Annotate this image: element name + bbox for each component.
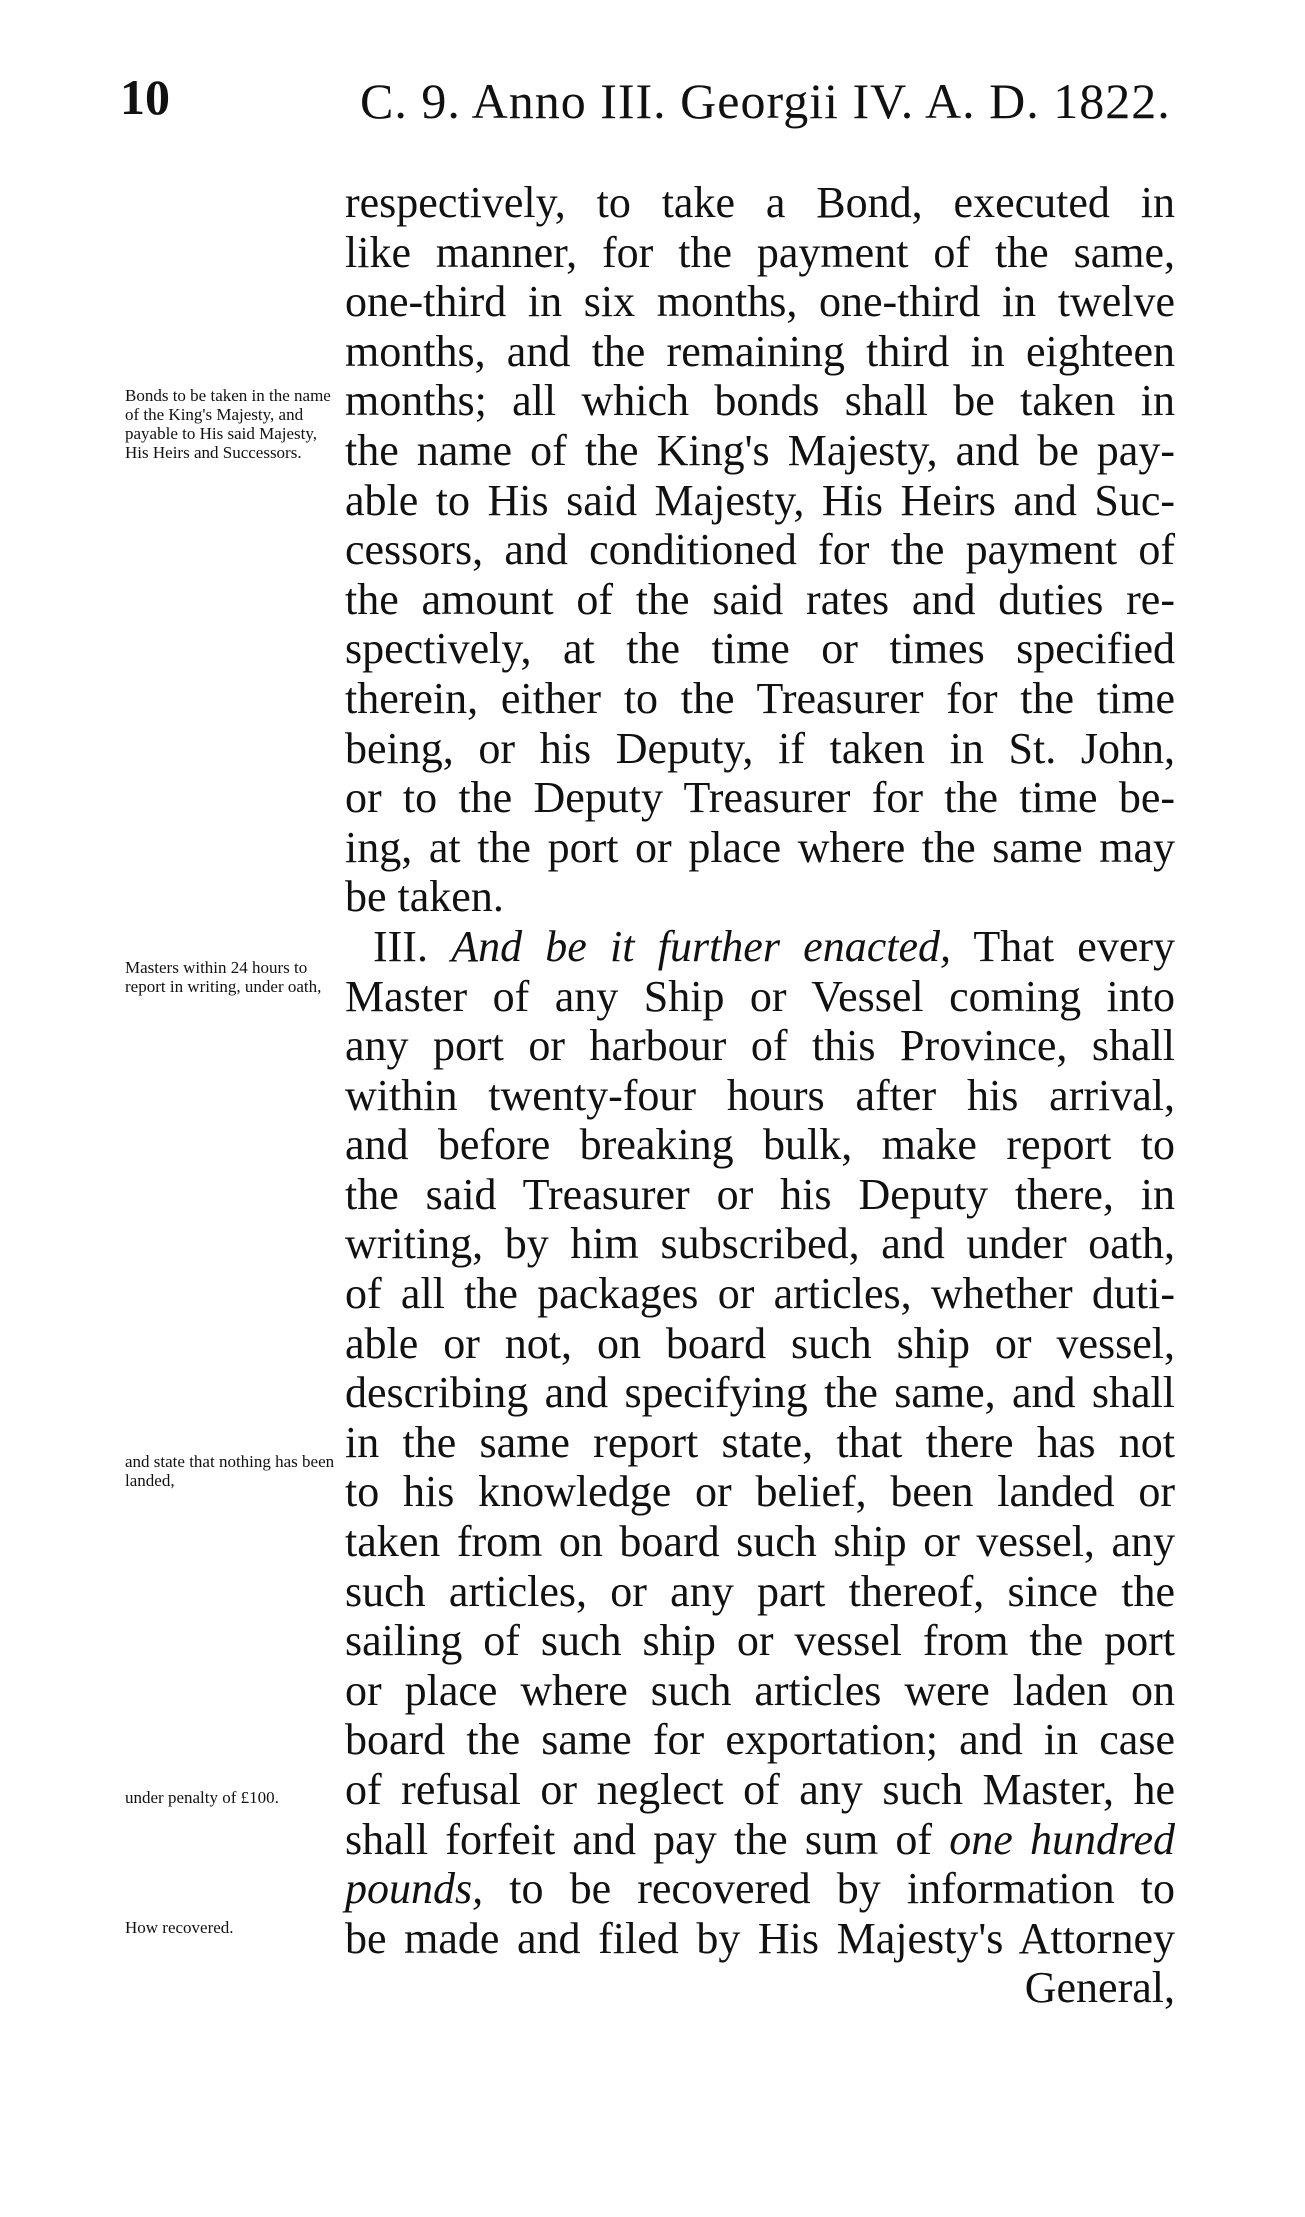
body-line: be taken.: [345, 872, 504, 922]
body-line: like manner, for the payment of the same,: [345, 227, 1175, 277]
body-line: the said Treasurer or his Deputy there, in: [345, 1169, 1175, 1219]
penalty-amount: one hundred: [949, 1814, 1175, 1864]
section-text: That every: [951, 921, 1175, 971]
body-line: Master of any Ship or Vessel coming into: [345, 971, 1175, 1021]
body-line: sailing of such ship or vessel from the port: [345, 1616, 1175, 1666]
main-text: [345, 178, 1175, 2013]
body-line: and before breaking bulk, make report to: [345, 1120, 1175, 1170]
side-note-state-nothing-landed: and state that nothing has been landed,: [125, 1452, 335, 1490]
body-line: months, and the remaining third in eighteen: [345, 326, 1175, 376]
body-line: to his knowledge or belief, been landed or: [345, 1467, 1175, 1517]
catchword: General,: [1024, 1963, 1175, 2013]
running-header: C. 9. Anno III. Georgii IV. A. D. 1822.: [360, 73, 1171, 129]
side-note-masters-report: Masters within 24 hours to report in writing, under oath,: [125, 958, 322, 996]
body-line-fragment: shall forfeit and pay the sum of: [345, 1814, 950, 1864]
body-line: being, or his Deputy, if taken in St. John,: [345, 723, 1175, 773]
section-number: III.: [373, 921, 428, 971]
body-line: the name of the King's Majesty, and be pay-: [345, 425, 1175, 475]
body-line: ing, at the port or place where the same may: [345, 822, 1175, 872]
body-line: be made and filed by His Majesty's Attorney: [345, 1913, 1175, 1963]
body-line: able to His said Majesty, His Heirs and Suc-: [345, 475, 1175, 525]
body-line: respectively, to take a Bond, executed in: [345, 178, 1175, 227]
body-line: able or not, on board such ship or vessel,: [345, 1318, 1175, 1368]
side-note-bonds: Bonds to be taken in the name of the King's Majesty, and payable to His said Majesty, His Heirs and Successors.: [125, 386, 331, 462]
body-line: or place where such articles were laden on: [345, 1665, 1175, 1715]
body-line: months; all which bonds shall be taken in: [345, 376, 1175, 426]
body-line: spectively, at the time or times specified: [345, 624, 1175, 674]
body-line: the amount of the said rates and duties re-: [345, 574, 1175, 624]
body-line: taken from on board such ship or vessel, any: [345, 1517, 1175, 1567]
penalty-unit: pounds,: [345, 1864, 484, 1914]
body-line: such articles, or any part thereof, since the: [345, 1566, 1175, 1616]
penalty-line: [345, 1815, 1175, 1865]
body-line: describing and specifying the same, and shall: [345, 1368, 1175, 1418]
body-line: writing, by him subscribed, and under oath,: [345, 1219, 1175, 1269]
penalty-recovery-line: [345, 1864, 1175, 1914]
body-line: of all the packages or articles, whether duti-: [345, 1269, 1175, 1319]
body-line: or to the Deputy Treasurer for the time be-: [345, 773, 1175, 823]
side-note-penalty: under penalty of £100.: [125, 1788, 279, 1807]
body-line: of refusal or neglect of any such Master, he: [345, 1765, 1175, 1814]
body-line: cessors, and conditioned for the payment of: [345, 525, 1175, 575]
body-line: board the same for exportation; and in case: [345, 1715, 1175, 1765]
body-line: any port or harbour of this Province, shall: [345, 1021, 1175, 1071]
recovery-text: to be recovered by information to: [483, 1864, 1175, 1914]
body-line: within twenty-four hours after his arrival,: [345, 1070, 1175, 1120]
page-number: 10: [120, 69, 170, 125]
side-note-how-recovered: How recovered.: [125, 1918, 234, 1937]
body-line: therein, either to the Treasurer for the time: [345, 673, 1175, 723]
body-line: one-third in six months, one-third in twelve: [345, 277, 1175, 327]
enacting-clause: And be it further enacted,: [451, 921, 951, 971]
body-line: in the same report state, that there has not: [345, 1417, 1175, 1467]
section-heading-line: [345, 922, 1175, 972]
